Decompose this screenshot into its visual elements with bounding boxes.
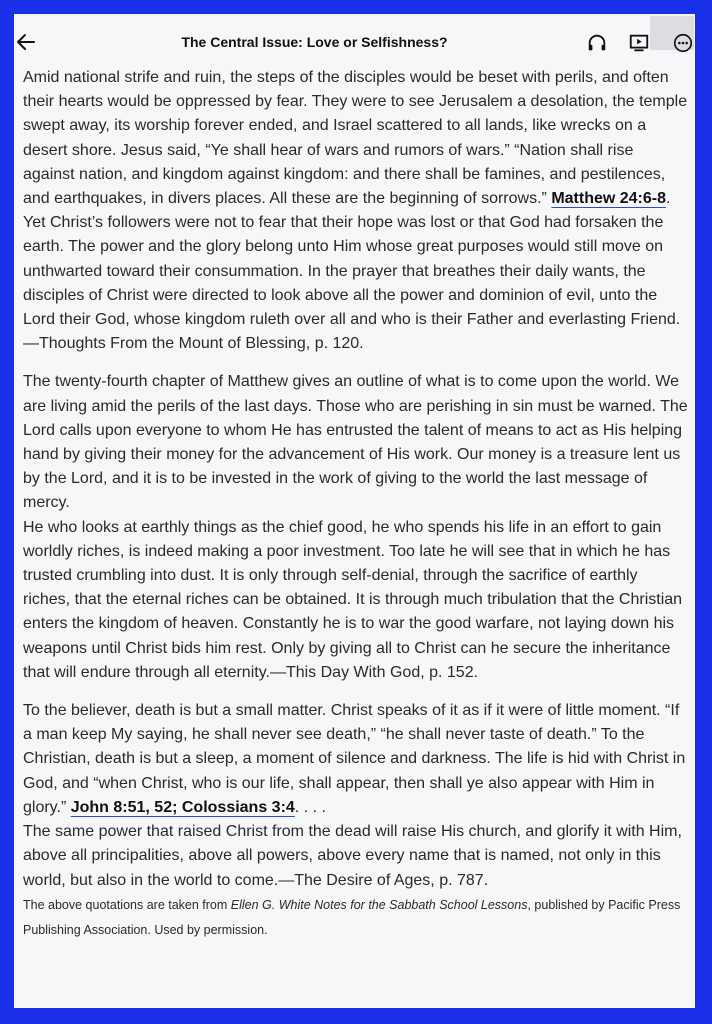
headphones-icon[interactable]: [586, 32, 608, 54]
reading-content: [23, 66, 689, 943]
page-title: The Central Issue: Love or Selfishness?: [181, 34, 448, 50]
top-bar: [14, 14, 695, 66]
scripture-link-matthew[interactable]: Matthew 24:6-8: [551, 190, 667, 208]
back-arrow-icon[interactable]: [14, 30, 38, 54]
paragraph-4: [23, 699, 689, 820]
paragraph-5: The same power that raised Christ from the dead will raise His church, and glorify it with Him, above all principalities, above all powers, above every name that is named, not only in this world, but also in the world to come.—The Desire of Ages, p. 787.: [23, 823, 682, 889]
paragraph-text: To the believer, death is but a small matter. Christ speaks of it as if it were of little moment. “If a man keep My saying, he shall never see death,” “he shall never taste of death.” To the Christian, death is but a sleep, a moment of silence and darkness. The life is hid with Christ in God, and “when Christ, who is our life, shall appear, then shall ye also appear with Him in glory.”: [23, 702, 686, 816]
paragraph-text: Amid national strife and ruin, the steps of the disciples would be beset with perils, and often their hearts would be oppressed by fear. They were to see Jerusalem a desolation, the temple swept away, its worship forever ended, and Israel scattered to all lands, like wrecks on a desert shore. Jesus said, “Ye shall hear of wars and rumors of wars.” “Nation shall rise against nation, and kingdom against kingdom: and there shall be famines, and pestilences, and earthquakes, in divers places. All these are the beginning of sorrows.”: [23, 69, 688, 208]
paragraph-1: [23, 66, 689, 356]
paragraph-3: He who looks at earthly things as the chief good, he who spends his life in an effort to gain worldly riches, is indeed making a poor investment. Too late he will see that in which he has trusted crumbling into dust. It is only through self-denial, through the sacrifice of earthly riches, that the eternal riches can be obtained. It is through much tribulation that the Christian enters the kingdom of heaven. Constantly he is to war the good warfare, not laying down his weapons until Christ bids him rest. Only by giving all to Christ can he secure the inheritance that will endure through all eternity.—This Day With God, p. 152.: [23, 518, 683, 681]
more-options-icon[interactable]: [672, 32, 694, 54]
reader-window: [14, 14, 695, 1008]
footer-prefix: The above quotations are taken from: [23, 897, 231, 912]
paragraph-text: . . . .: [294, 798, 326, 816]
footer-suffix: , published by Pacific Press Publishing Association. Used by permission.: [23, 897, 681, 937]
attribution-footer: [23, 893, 689, 943]
paragraph-text: . Yet Christ’s followers were not to fear that their hope was lost or that God had forsaken the earth. The power and the glory belong unto Him whose great purposes would still move on unthwarted toward their consummation. In the prayer that breathes their daily wants, the disciples of Christ were directed to look above all the power and dominion of evil, unto the Lord their God, whose kingdom ruleth over all and who is their Father and everlasting Friend.—Thoughts From the Mount of Blessing, p. 120.: [23, 190, 681, 353]
play-video-icon[interactable]: [628, 32, 650, 54]
footer-book-title: Ellen G. White Notes for the Sabbath School Lessons: [230, 897, 528, 912]
scripture-link-john-colossians[interactable]: John 8:51, 52; Colossians 3:4: [70, 798, 295, 816]
paragraph-2: The twenty-fourth chapter of Matthew gives an outline of what is to come upon the world. We are living amid the perils of the last days. Those who are perishing in sin must be warned. The Lord calls upon everyone to whom He has entrusted the talent of means to act as His helping hand by giving their money for the advancement of His work. Our money is a treasure lent us by the Lord, and it is to be invested in the work of giving to the world the last message of mercy.: [23, 373, 688, 512]
